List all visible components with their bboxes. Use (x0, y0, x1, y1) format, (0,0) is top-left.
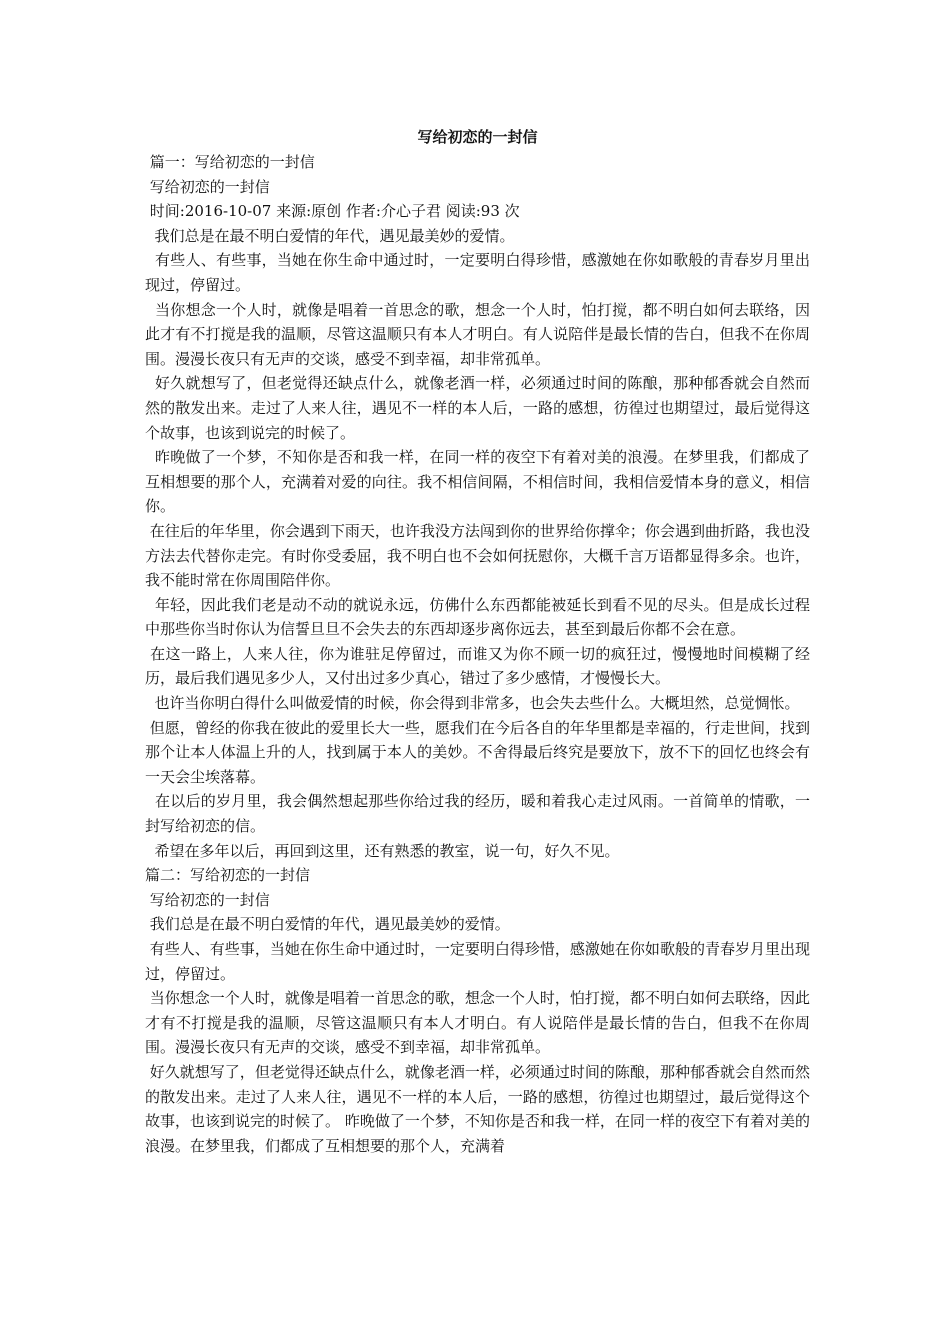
article-title-2: 写给初恋的一封信 (145, 890, 270, 909)
paragraph: 年轻，因此我们老是动不动的就说永远，仿佛什么东西都能被延长到看不见的尽头。但是成长过程中那些你当时你认为信誓旦旦不会失去的东西却逐步离你远去，甚至到最后你都不会在意。 (145, 595, 810, 639)
article-meta: 时间:2016-10-07 来源:原创 作者:介心子君 阅读:93 次 (145, 202, 520, 221)
paragraph: 在以后的岁月里，我会偶然想起那些你给过我的经历，暖和着我心走过风雨。一首简单的情歌，一封写给初恋的信。 (145, 792, 810, 836)
paragraph: 在往后的年华里，你会遇到下雨天，也许我没方法闯到你的世界给你撑伞；你会遇到曲折路，我也没方法去代替你走完。有时你受委屈，我不明白也不会如何抚慰你，大概千言万语都显得多余。也许，我不能时常在你周围陪伴你。 (145, 521, 810, 590)
document-title: 写给初恋的一封信 (417, 128, 538, 146)
paragraph: 我们总是在最不明白爱情的年代，遇见最美妙的爱情。 (145, 915, 510, 934)
paragraph: 好久就想写了，但老觉得还缺点什么，就像老酒一样，必须通过时间的陈酿，那种郁香就会自然而然的散发出来。走过了人来人往，遇见不一样的本人后，一路的感想，彷徨过也期望过，最后觉得这个故事，也该到说完的时候了。 昨晚做了一个梦，不知你是否和我一样，在同一样的夜空下有着对美的浪漫。在梦里我，们都成了互相想要的那个人，充满着 (145, 1062, 810, 1155)
paragraph: 好久就想写了，但老觉得还缺点什么，就像老酒一样，必须通过时间的陈酿，那种郁香就会自然而然的散发出来。走过了人来人往，遇见不一样的本人后，一路的感想，彷徨过也期望过，最后觉得这个故事，也该到说完的时候了。 (145, 374, 810, 442)
paragraph: 有些人、有些事，当她在你生命中通过时，一定要明白得珍惜，感激她在你如歌般的青春岁月里出现过，停留过。 (145, 940, 810, 983)
paragraph: 当你想念一个人时，就像是唱着一首思念的歌，想念一个人时，怕打搅，都不明白如何去联络，因此才有不打搅是我的温顺，尽管这温顺只有本人才明白。有人说陪伴是最长情的告白，但我不在你周围。漫漫长夜只有无声的交谈，感受不到幸福，却非常孤单。 (145, 300, 810, 368)
paragraph: 希望在多年以后，再回到这里，还有熟悉的教室，说一句，好久不见。 (145, 841, 620, 860)
document-page (145, 126, 810, 1158)
section-heading-1: 篇一：写给初恋的一封信 (145, 153, 315, 171)
paragraph: 但愿，曾经的你我在彼此的爱里长大一些，愿我们在今后各自的年华里都是幸福的，行走世间，找到那个让本人体温上升的人，找到属于本人的美妙。不舍得最后终究是要放下，放不下的回忆也终会有一天会尘埃落幕。 (145, 718, 810, 786)
paragraph: 昨晚做了一个梦，不知你是否和我一样，在同一样的夜空下有着对美的浪漫。在梦里我，们都成了互相想要的那个人，充满着对爱的向往。我不相信间隔，不相信时间，我相信爱情本身的意义，相信你。 (145, 448, 810, 516)
section-heading-2: 篇二：写给初恋的一封信 (145, 866, 311, 885)
article-title-1: 写给初恋的一封信 (145, 177, 270, 196)
paragraph: 也许当你明白得什么叫做爱情的时候，你会得到非常多，也会失去些什么。大概坦然，总觉惆怅。 (145, 694, 800, 713)
paragraph: 有些人、有些事，当她在你生命中通过时，一定要明白得珍惜，感激她在你如歌般的青春岁月里出现过，停留过。 (145, 251, 810, 294)
paragraph: 当你想念一个人时，就像是唱着一首思念的歌，想念一个人时，怕打搅，都不明白如何去联络，因此才有不打搅是我的温顺，尽管这温顺只有本人才明白。有人说陪伴是最长情的告白，但我不在你周围。漫漫长夜只有无声的交谈，感受不到幸福，却非常孤单。 (145, 989, 810, 1057)
paragraph: 我们总是在最不明白爱情的年代，遇见最美妙的爱情。 (145, 226, 515, 245)
document-body (145, 150, 810, 1158)
paragraph: 在这一路上，人来人往，你为谁驻足停留过，而谁又为你不顾一切的疯狂过，慢慢地时间模糊了经历，最后我们遇见多少人，又付出过多少真心，错过了多少感情，才慢慢长大。 (145, 644, 810, 688)
